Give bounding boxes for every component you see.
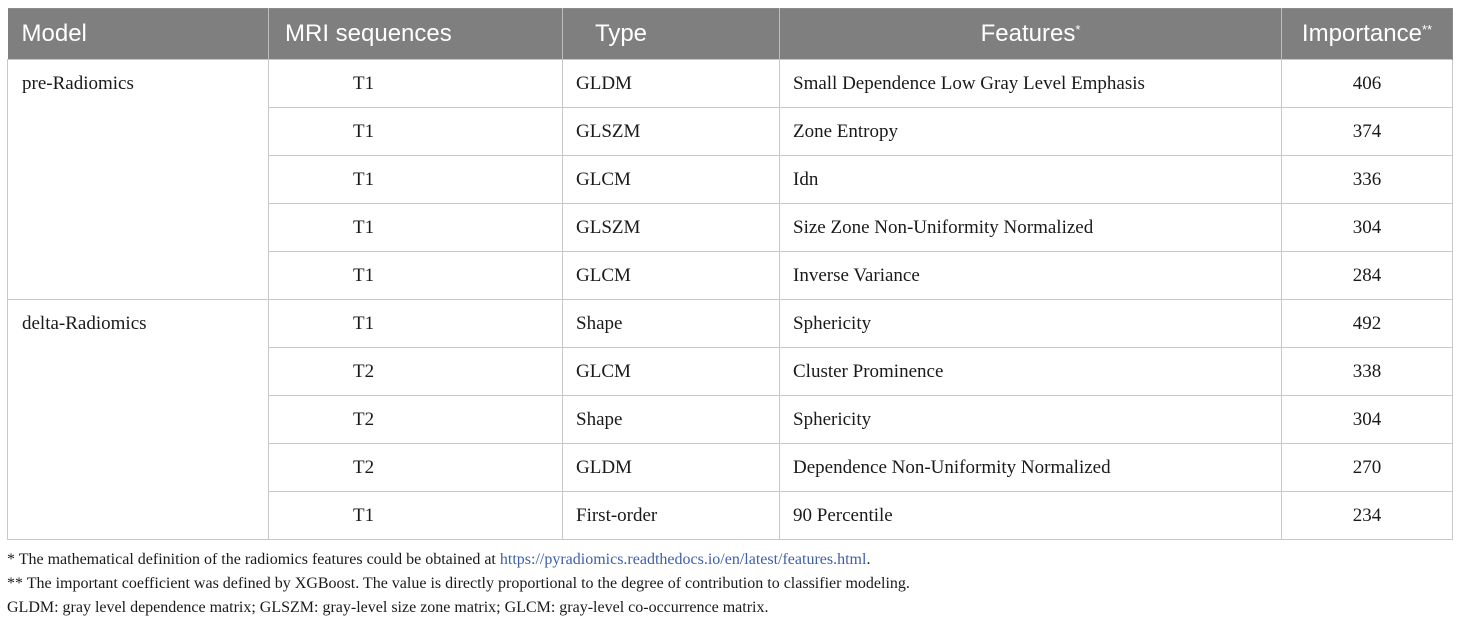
mri-sequence-cell: T2 — [269, 348, 563, 396]
type-cell: GLCM — [563, 156, 780, 204]
importance-cell: 492 — [1282, 300, 1453, 348]
footnote-1: * The mathematical definition of the radiomics features could be obtained at https://pyradiomics.readthedocs.io/en/latest/features.html. — [7, 551, 871, 568]
mri-sequence-cell: T1 — [269, 492, 563, 540]
type-cell: GLCM — [563, 348, 780, 396]
table-footnotes — [7, 548, 1452, 620]
feature-importance-table — [7, 8, 1453, 540]
model-cell: pre-Radiomics — [8, 60, 269, 300]
feature-cell: Sphericity — [780, 396, 1282, 444]
feature-cell: Zone Entropy — [780, 108, 1282, 156]
mri-sequence-cell: T1 — [269, 156, 563, 204]
type-cell: Shape — [563, 396, 780, 444]
header-model: Model — [8, 9, 269, 60]
type-cell: GLCM — [563, 252, 780, 300]
importance-cell: 406 — [1282, 60, 1453, 108]
table-row — [8, 300, 1453, 348]
footnote-3: GLDM: gray level dependence matrix; GLSZM: gray-level size zone matrix; GLCM: gray-level co-occurrence matrix. — [7, 599, 769, 616]
importance-cell: 338 — [1282, 348, 1453, 396]
header-importance: Importance** — [1282, 9, 1453, 60]
table-header — [8, 9, 1453, 60]
feature-cell: Dependence Non-Uniformity Normalized — [780, 444, 1282, 492]
type-cell: GLSZM — [563, 204, 780, 252]
importance-cell: 336 — [1282, 156, 1453, 204]
features-footnote-mark: * — [1075, 22, 1081, 37]
header-mri-sequences: MRI sequences — [269, 9, 563, 60]
importance-cell: 284 — [1282, 252, 1453, 300]
type-cell: GLDM — [563, 60, 780, 108]
feature-cell: Inverse Variance — [780, 252, 1282, 300]
type-cell: Shape — [563, 300, 780, 348]
type-cell: GLSZM — [563, 108, 780, 156]
feature-cell: Sphericity — [780, 300, 1282, 348]
header-row — [8, 9, 1453, 60]
feature-cell: Size Zone Non-Uniformity Normalized — [780, 204, 1282, 252]
mri-sequence-cell: T1 — [269, 108, 563, 156]
header-type: Type — [563, 9, 780, 60]
feature-cell: Cluster Prominence — [780, 348, 1282, 396]
importance-footnote-mark: ** — [1421, 22, 1433, 37]
mri-sequence-cell: T1 — [269, 204, 563, 252]
importance-cell: 304 — [1282, 204, 1453, 252]
type-cell: GLDM — [563, 444, 780, 492]
feature-cell: Small Dependence Low Gray Level Emphasis — [780, 60, 1282, 108]
footnote-2: ** The important coefficient was defined by XGBoost. The value is directly proportional to the degree of contribution to classifier modeling. — [7, 575, 910, 592]
importance-cell: 234 — [1282, 492, 1453, 540]
importance-cell: 304 — [1282, 396, 1453, 444]
importance-cell: 270 — [1282, 444, 1453, 492]
mri-sequence-cell: T2 — [269, 396, 563, 444]
model-cell: delta-Radiomics — [8, 300, 269, 540]
mri-sequence-cell: T1 — [269, 300, 563, 348]
table-row — [8, 60, 1453, 108]
header-features: Features* — [780, 9, 1282, 60]
results-table-container — [7, 8, 1452, 540]
feature-cell: 90 Percentile — [780, 492, 1282, 540]
feature-cell: Idn — [780, 156, 1282, 204]
mri-sequence-cell: T1 — [269, 60, 563, 108]
type-cell: First-order — [563, 492, 780, 540]
importance-cell: 374 — [1282, 108, 1453, 156]
mri-sequence-cell: T2 — [269, 444, 563, 492]
mri-sequence-cell: T1 — [269, 252, 563, 300]
pyradiomics-docs-link[interactable]: https://pyradiomics.readthedocs.io/en/latest/features.html — [499, 551, 867, 568]
table-body — [8, 60, 1453, 540]
